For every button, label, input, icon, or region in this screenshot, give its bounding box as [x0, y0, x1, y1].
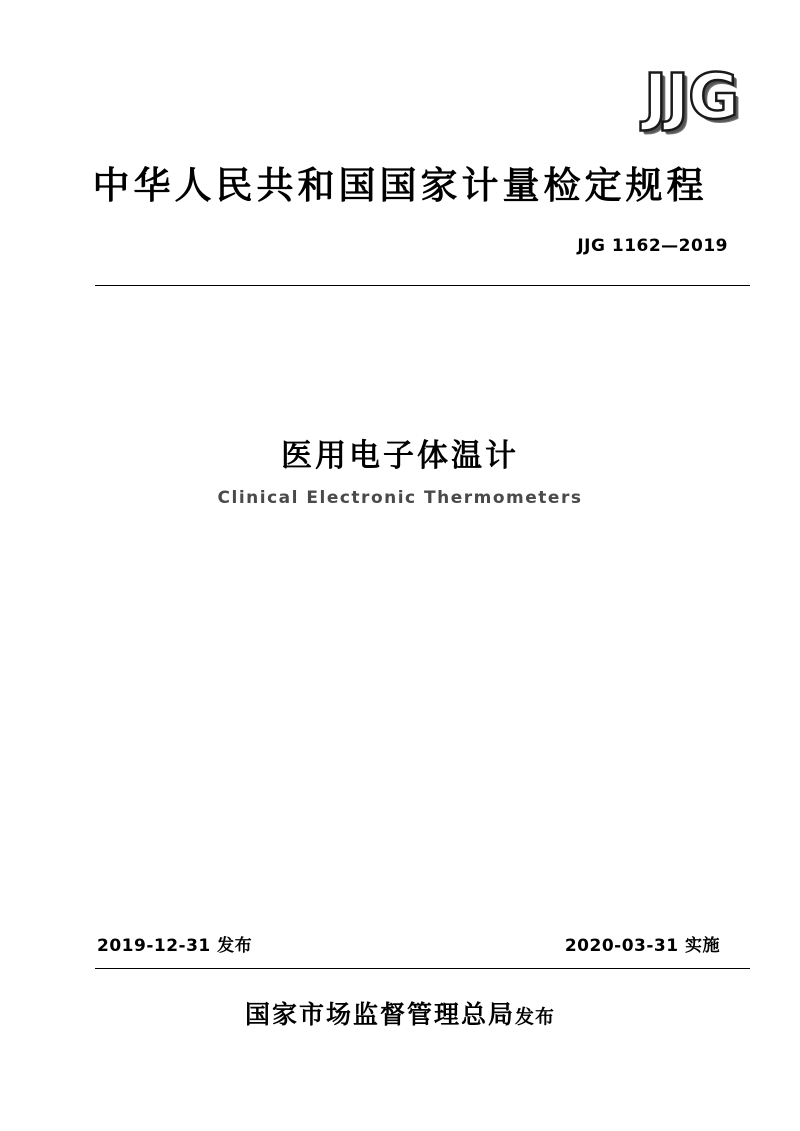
jjg-logo: JJG — [643, 60, 738, 133]
standard-number: JJG 1162—2019 — [577, 236, 728, 256]
effective-date: 2020-03-31 实施 — [564, 936, 720, 956]
divider-bottom — [95, 968, 750, 969]
publisher-verb: 发布 — [515, 1007, 556, 1028]
publisher — [0, 995, 800, 1031]
document-title-english: Clinical Electronic Thermometers — [217, 488, 583, 508]
publisher-organization: 国家市场监督管理总局 — [244, 1002, 515, 1029]
divider-top — [95, 285, 750, 286]
document-title-chinese: 医用电子体温计 — [281, 438, 519, 473]
page-title: 中华人民共和国国家计量检定规程 — [92, 166, 708, 207]
issue-date: 2019-12-31 发布 — [97, 936, 253, 956]
